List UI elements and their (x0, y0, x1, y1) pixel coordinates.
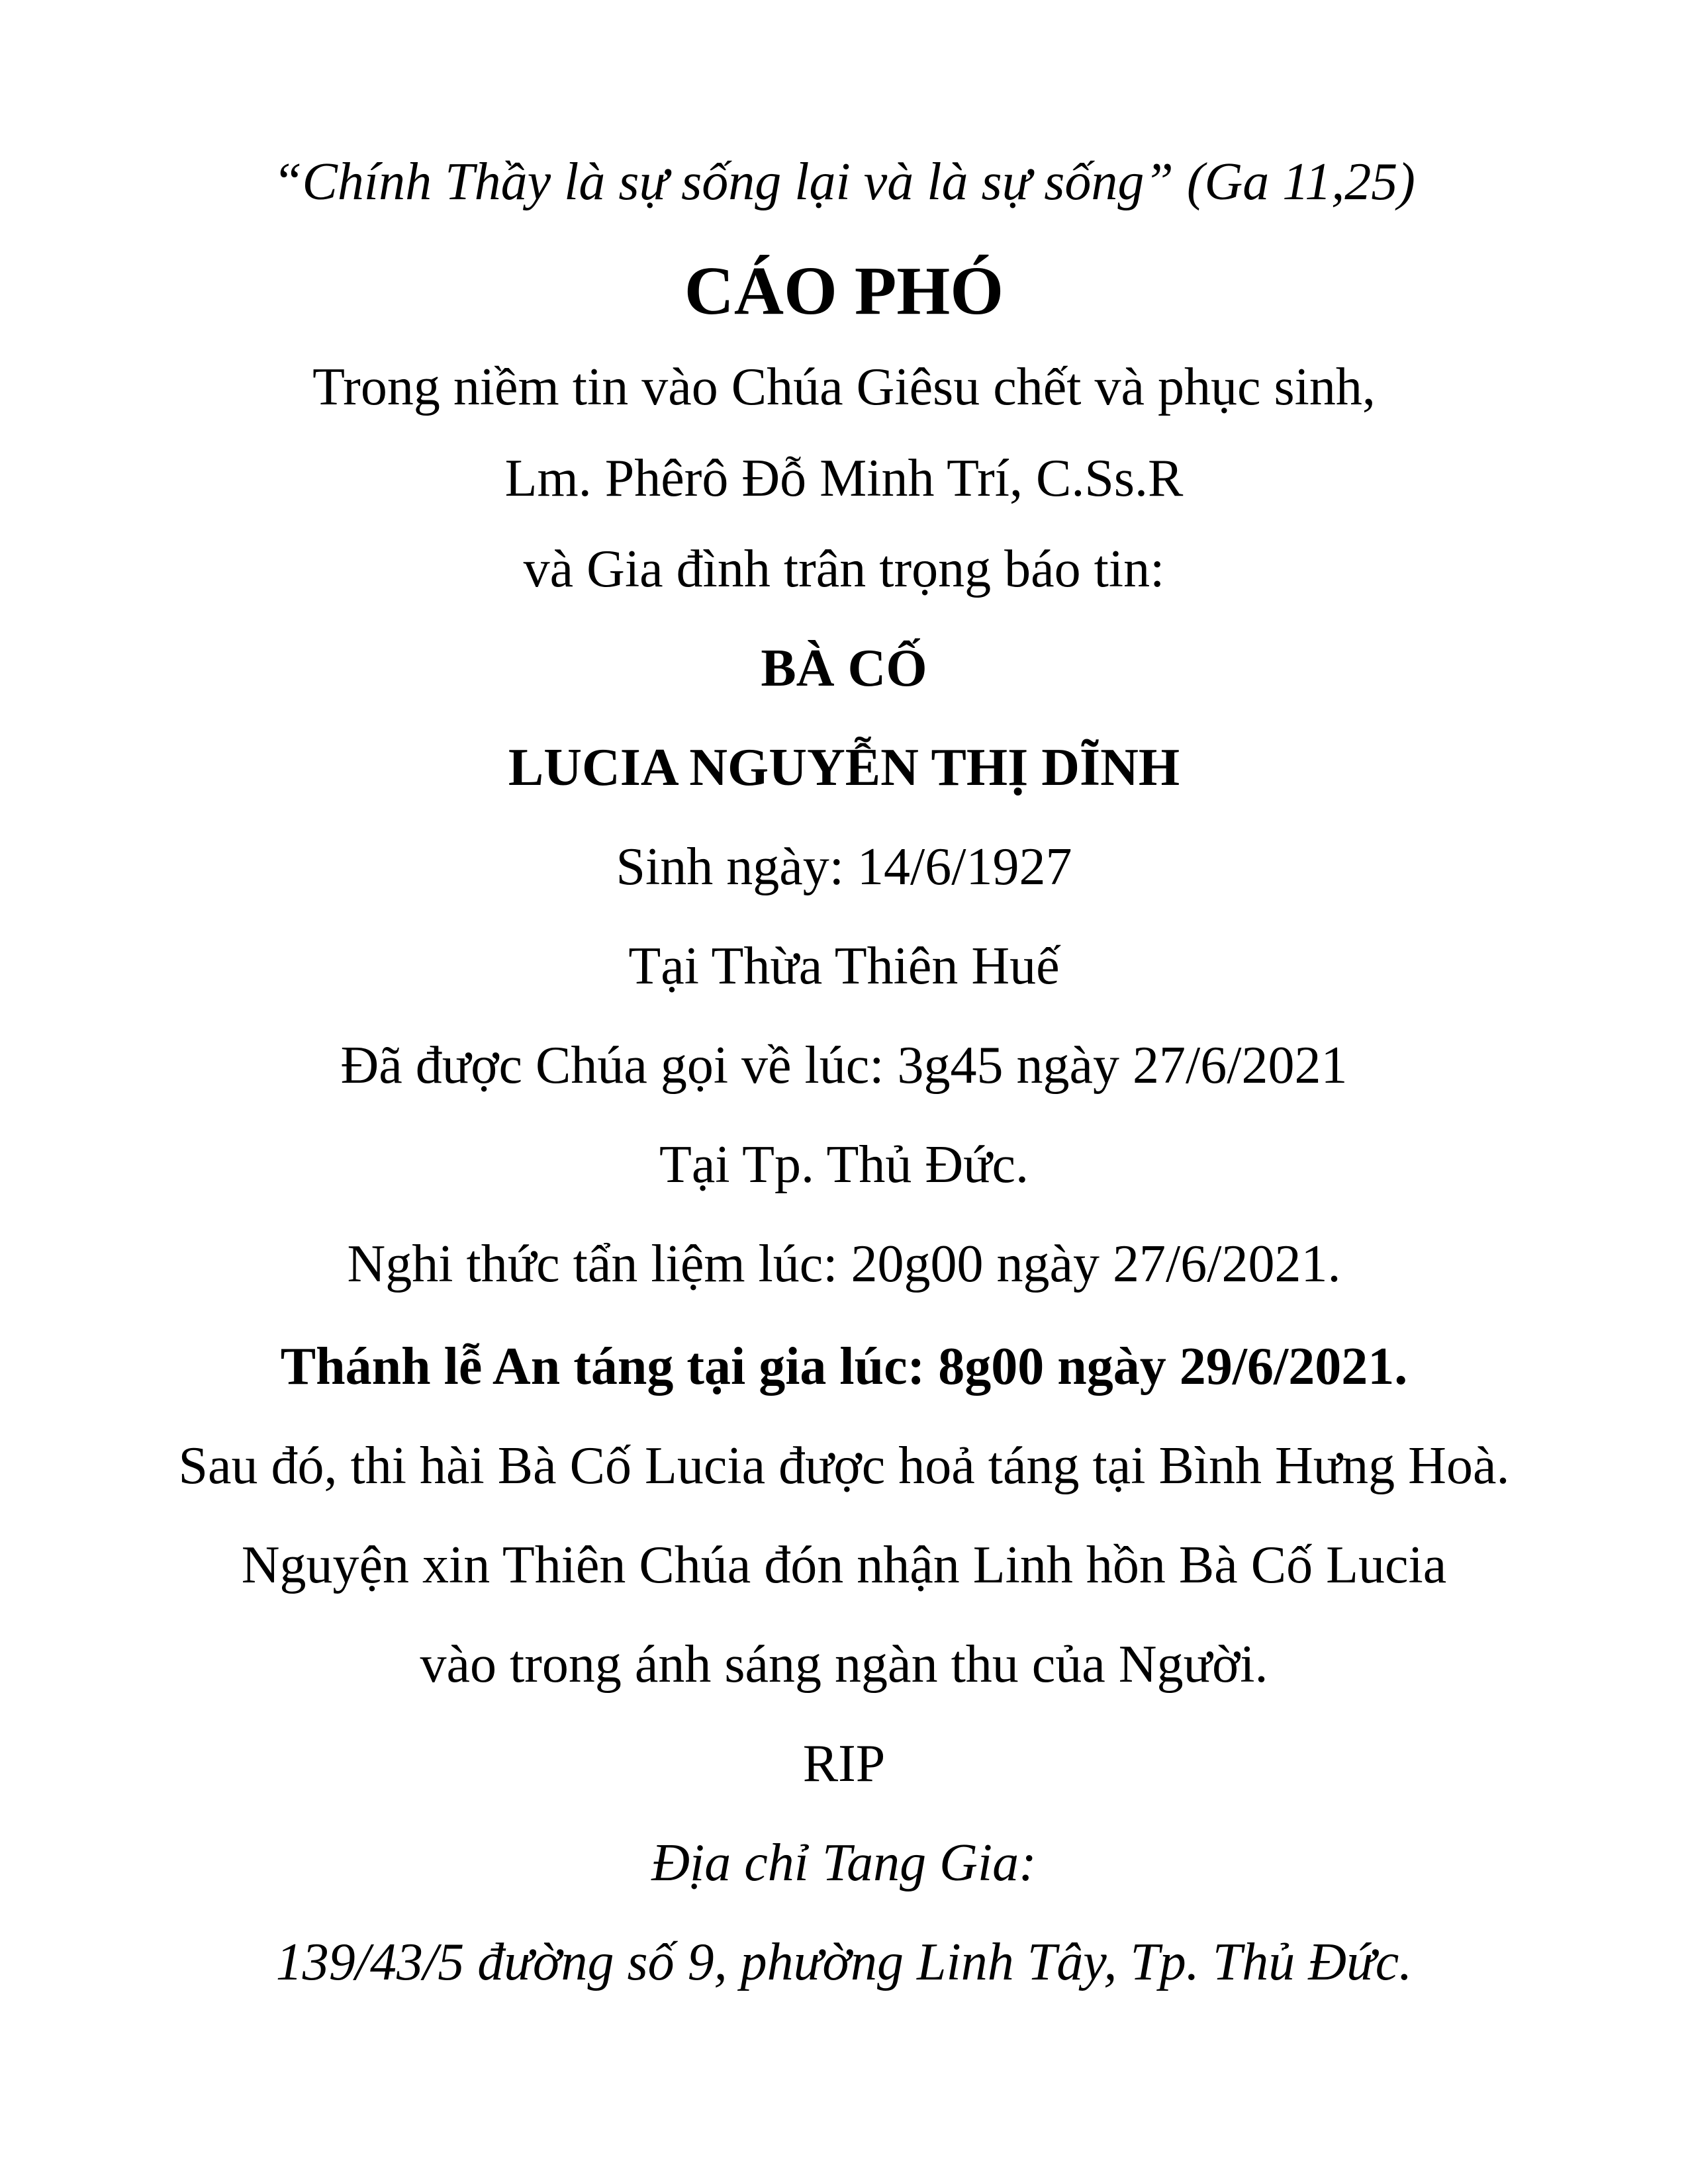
prayer-line-2: vào trong ánh sáng ngàn thu của Người. (420, 1635, 1268, 1694)
address-label: Địa chỉ Tang Gia: (651, 1834, 1037, 1892)
prayer-line-1: Nguyện xin Thiên Chúa đón nhận Linh hồn Bà Cố Lucia (241, 1536, 1447, 1594)
family-address: 139/43/5 đường số 9, phường Linh Tây, Tp. Thủ Đức. (275, 1933, 1413, 1991)
encoffining-time: Nghi thức tẩn liệm lúc: 20g00 ngày 27/6/2021. (347, 1235, 1341, 1293)
death-place: Tại Tp. Thủ Đức. (659, 1136, 1029, 1194)
page-title: CÁO PHÓ (684, 253, 1004, 329)
rip: RIP (802, 1735, 886, 1793)
death-time: Đã được Chúa gọi về lúc: 3g45 ngày 27/6/2021 (340, 1036, 1348, 1095)
honorific: BÀ CỐ (761, 639, 927, 698)
funeral-mass: Thánh lễ An táng tại gia lúc: 8g00 ngày 29/6/2021. (280, 1338, 1408, 1396)
intro-line-3: và Gia đình trân trọng báo tin: (523, 540, 1165, 598)
birth-date: Sinh ngày: 14/6/1927 (616, 838, 1072, 896)
scripture-quote: “Chính Thầy là sự sống lại và là sự sống” (Ga 11,25) (273, 153, 1415, 211)
cremation-note: Sau đó, thi hài Bà Cố Lucia được hoả táng tại Bình Hưng Hoà. (178, 1437, 1510, 1495)
deceased-name: LUCIA NGUYỄN THỊ DĨNH (508, 739, 1180, 797)
intro-line-1: Trong niềm tin vào Chúa Giêsu chết và phục sinh, (312, 358, 1376, 416)
birth-place: Tại Thừa Thiên Huế (628, 937, 1060, 995)
intro-line-2: Lm. Phêrô Đỗ Minh Trí, C.Ss.R (504, 449, 1184, 508)
